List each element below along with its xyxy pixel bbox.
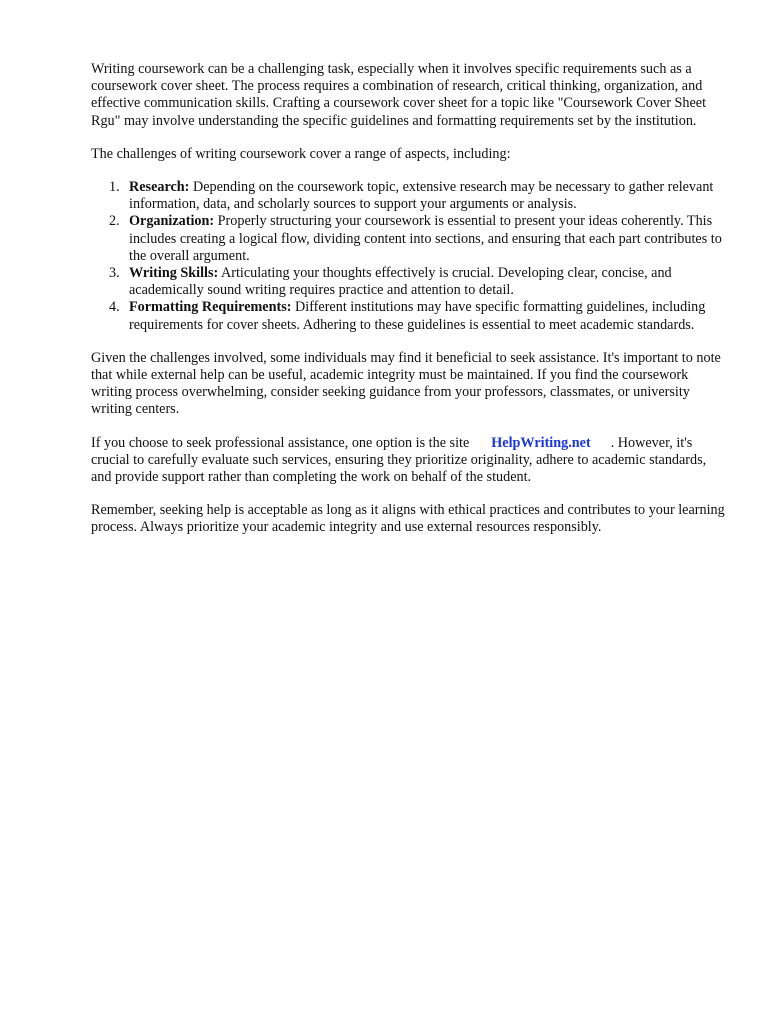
list-item-number: 4. (109, 299, 120, 316)
challenges-intro-paragraph: The challenges of writing coursework cover a range of aspects, including: (91, 145, 511, 162)
list-item (91, 213, 728, 265)
list-item-term: Writing Skills: (129, 265, 219, 282)
list-item (91, 179, 728, 213)
assistance-paragraph: Given the challenges involved, some individuals may find it beneficial to seek assistance. It's important to note that while external help can be useful, academic integrity must be maintained. If you find the coursework writing process overwhelming, consider seeking guidance from your professors, classmates, or university writing centers. (91, 349, 721, 418)
list-item-term: Formatting Requirements: (129, 299, 292, 316)
list-item-text: Articulating your thoughts effectively is crucial. Developing clear, concise, and academically sound writing requires practice and attention to detail. (129, 265, 672, 299)
list-item (91, 299, 728, 333)
list-item-number: 1. (109, 179, 120, 196)
challenges-list (91, 179, 728, 334)
professional-text-before: If you choose to seek professional assistance, one option is the site (91, 434, 470, 451)
list-item-text: Different institutions may have specific formatting guidelines, including requirements for cover sheets. Adhering to these guidelines is essential to meet academic standards. (129, 299, 706, 333)
list-item-text: Properly structuring your coursework is essential to present your ideas coherently. This includes creating a logical flow, dividing content into sections, and ensuring that each part contributes to the overall argument. (129, 213, 722, 264)
professional-text-after: . However, it's crucial to carefully evaluate such services, ensuring they prioritize originality, adhere to academic standards, and provide support rather than completing the work on behalf of the student. (91, 434, 707, 486)
intro-paragraph: Writing coursework can be a challenging task, especially when it involves specific requirements such as a coursework cover sheet. The process requires a combination of research, critical thinking, organization, and effective communication skills. Crafting a coursework cover sheet for a topic like "Coursework Cover Sheet Rgu" may involve understanding the specific guidelines and formatting requirements set by the institution. (91, 61, 707, 129)
list-item-number: 3. (109, 265, 120, 282)
closing-paragraph: Remember, seeking help is acceptable as long as it aligns with ethical practices and contributes to your learning process. Always prioritize your academic integrity and use external resources responsibly. (91, 502, 725, 536)
list-item-text: Depending on the coursework topic, extensive research may be necessary to gather relevant information, data, and scholarly sources to support your arguments or analysis. (129, 179, 714, 213)
professional-paragraph (91, 435, 728, 487)
list-item-term: Organization: (129, 213, 215, 230)
list-item-term: Research: (129, 179, 190, 196)
list-item (91, 265, 728, 299)
helpwriting-link[interactable]: HelpWriting.net (491, 434, 591, 451)
list-item-number: 2. (109, 213, 120, 230)
